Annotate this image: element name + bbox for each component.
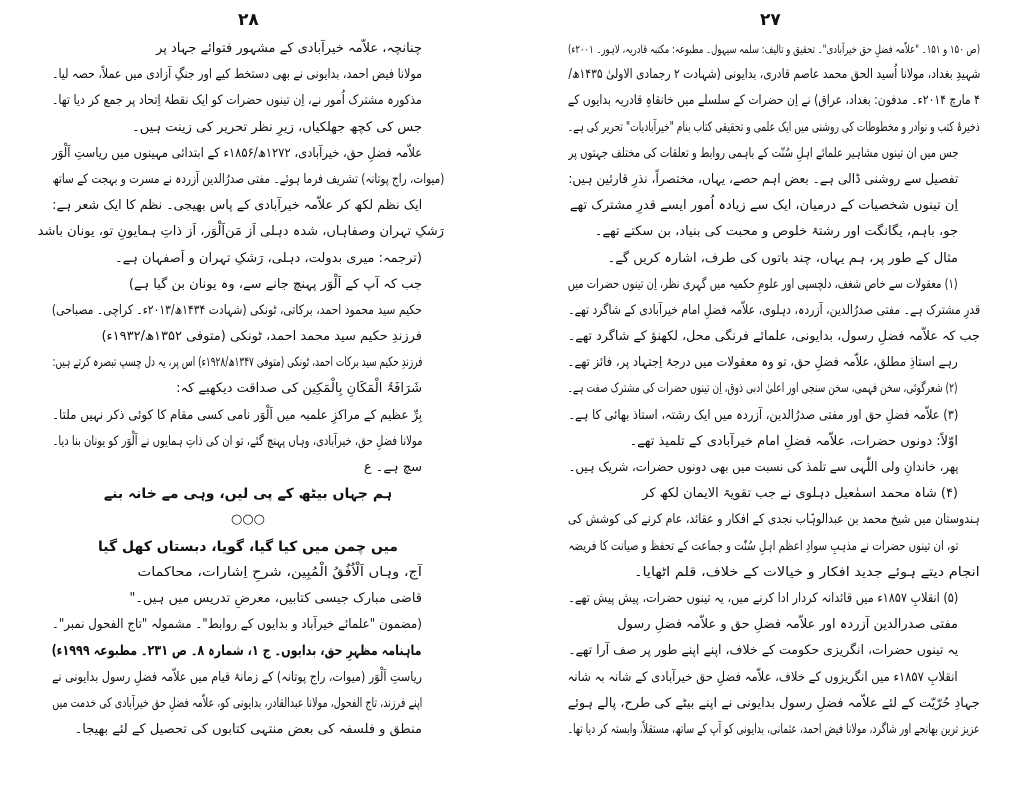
text-line <box>52 534 444 560</box>
text-line <box>568 167 980 193</box>
line-text: اپنے فرزند، تاج الفحول، مولانا عبدالقادر، بدایونی کو، علاّمہ فضلِ حق خیرآبادی کی خدمت میں <box>52 695 422 711</box>
line-text: جہادِ حُرّیّت کے لئے علاّمہ فضلِ رسول بدایونی نے اپنے بیٹے کی طرح، پالے ہوئے <box>568 695 980 711</box>
line-text: (۵) انقلابِ ۱۸۵۷ء میں قائدانہ کردار ادا کرنے میں، یہ تینوں حضرات، پیش پیش تھے۔ <box>568 590 958 606</box>
text-line <box>52 455 444 481</box>
line-text: حکیم سید محمود احمد، برکاتی، ٹونکی (شہادت ۱۴۳۴ھ/۲۰۱۳ء۔ کراچی۔ مصباحی) <box>52 302 422 318</box>
text-line <box>568 455 980 481</box>
text-line <box>52 429 444 455</box>
text-line <box>52 481 444 507</box>
line-text: ۴ مارچ ۲۰۱۴ء۔ مدفون: بغداد، عراق) نے اِن حضرات کے سلسلے میں خانقاہِ قادریہ بدایوں کے <box>568 93 980 109</box>
line-text: ریاستِ اَلْوَر (میوات، راج پوتانہ) کے زمانۂ قیام میں علاّمہ فضلِ رسول بدایونی نے <box>52 669 422 685</box>
text-line <box>52 272 444 298</box>
text-line <box>568 507 980 533</box>
text-line <box>52 350 444 376</box>
line-text: (مضمون "علمائے خیرآباد و بدایوں کے روابط"۔ مشمولہ "تاج الفحول نمبر"۔ <box>52 617 422 633</box>
page-number-right: ۲۷ <box>760 10 781 30</box>
line-text: (۲) شعرگوئی، سخن فہمی، سخن سنجی اور اعلیٰ ادبی ذوق، اِن تینوں حضرات کی مشترک صفت ہے۔ <box>568 381 958 397</box>
text-line <box>568 298 980 324</box>
text-line <box>52 403 444 429</box>
line-text: رہے استاذِ مطلق، علاّمہ فضلِ حق، تو وہ معقولات میں درجۂ اِجتہاد پر، فائز تھے۔ <box>568 355 958 371</box>
text-line <box>568 376 980 402</box>
text-line <box>568 88 980 114</box>
page-number-left: ۲۸ <box>238 10 259 30</box>
text-line <box>568 665 980 691</box>
line-text: فرزندِ حکیم سید محمد احمد، ٹونکی (متوفی ۱۳۵۲ھ/۱۹۳۲ء) <box>101 329 422 345</box>
text-line <box>568 638 980 664</box>
line-text: ○○○ <box>230 512 266 528</box>
line-text: انقلابِ ۱۸۵۷ء میں انگریزوں کے خلاف، علاّمہ فضلِ حق خیرآبادی کے شانہ بہ شانہ <box>568 669 958 685</box>
line-text: جس میں ان تینوں مشاہیر علمائے اہلِ سُنّت کے باہمی روابط و تعلقات کی مختلف جہتوں پر <box>568 145 958 161</box>
text-line <box>568 717 980 743</box>
line-text: اوّلاً: دونوں حضرات، علاّمہ فضلِ امام خیرآبادی کے تلمیذ تھے۔ <box>629 433 958 449</box>
text-line <box>568 586 980 612</box>
line-text: جب کہ علاّمہ فضلِ رسول، بدایونی، علمائے فرنگی محل، لکھنؤ کے شاگرد تھے۔ <box>568 329 980 345</box>
line-text: سچ ہے۔ ع <box>363 460 422 475</box>
line-text: (۳) علاّمہ فضلِ حق اور مفتی صدرُالدین، آزردہ میں ایک رشتہ، استاذ بھائی کا ہے۔ <box>568 407 958 423</box>
text-line <box>568 272 980 298</box>
text-line <box>52 193 444 219</box>
text-line <box>52 507 444 533</box>
line-text: مفتی صدرالدین آزردہ اور علاّمہ فضلِ حق و علاّمہ فضلِ رسول <box>617 617 958 633</box>
text-line <box>568 691 980 717</box>
text-line <box>52 88 444 114</box>
line-text: (۴) شاہ محمد اسمٰعیل دہلوی نے جب تقویۃ الایمان لکھ کر <box>642 486 958 502</box>
text-line <box>52 691 444 717</box>
line-text: عزیز ترین بھانجے اور شاگرد، مولانا فیض احمد، عثمانی، بدایونی کو آپ کے ساتھ، مستقلاً، وابستہ کر دیا تھا۔ <box>568 721 980 737</box>
text-line <box>52 167 444 193</box>
text-line <box>568 141 980 167</box>
text-line <box>52 376 444 402</box>
line-text: جو، باہم، یگانگت اور رشتۂ خلوص و محبت کی بنیاد، بن سکتے تھے۔ <box>594 224 958 240</box>
text-line <box>52 115 444 141</box>
line-text: ہندوستان میں شیخ محمد بن عبدالوہّاب نجدی کے افکار و عقائد، عام کرنے کی کوشش کی <box>568 512 980 528</box>
text-line <box>52 717 444 743</box>
line-text: مولانا فضلِ حق، خیرآبادی، وہاں پہنچ گئے، تو ان کی ذاتِ ہمایوں نے اَلْوَر کو یونان بنا دیا۔ <box>52 433 422 449</box>
line-text: ایک نظم لکھ کر علاّمہ خیرآبادی کے پاس بھیجی۔ نظم کا ایک شعر ہے: <box>52 198 422 214</box>
text-line <box>568 534 980 560</box>
text-line <box>568 403 980 429</box>
text-line <box>52 638 444 664</box>
text-line <box>568 193 980 219</box>
line-text: آج، وہاں اَلْاُفُقُ الْمُبِین، شرحِ اِشارات، محاکمات <box>137 564 422 580</box>
line-text: (ترجمہ: میری بدولت، دہلی، رَشکِ تہران و اَصفہان ہے۔ <box>115 250 422 266</box>
text-line <box>568 612 980 638</box>
text-line <box>568 246 980 272</box>
text-line <box>52 246 444 272</box>
text-line <box>52 324 444 350</box>
line-text: ماہنامہ مظہرِ حق، بدایوں۔ ج ۱، شمارہ ۸۔ ص ۲۳۱۔ مطبوعہ ۱۹۹۹ء) <box>52 643 422 660</box>
line-text: مثال کے طور پر، ہم یہاں، چند باتوں کی طرف، اشارہ کریں گے۔ <box>607 250 958 266</box>
text-line <box>568 324 980 350</box>
text-line <box>568 350 980 376</box>
right-page <box>568 36 980 743</box>
line-text: (میوات، راج پوتانہ) تشریف فرما ہوئے۔ مفتی صدرُالدین آزردہ نے مسرت و بہجت کے ساتھ <box>52 171 444 187</box>
line-text: مولانا فیض احمد، بدایونی نے بھی دستخط کیے اور جنگِ آزادی میں عملاً، حصہ لیا۔ <box>52 67 422 83</box>
line-text: قدرِ مشترک ہے۔ مفتی صدرُالدین، آزردہ، دہلوی، علاّمہ فضلِ امام خیرآبادی کے شاگرد تھے۔ <box>568 302 980 318</box>
line-text: فرزندِ حکیم سید برکات احمد، ٹونکی (متوفی ۱۳۴۷ھ/۱۹۲۸ء) اس پر، یہ دل چسپ تبصرہ کرتے ہیں: <box>52 355 422 371</box>
text-line <box>52 560 444 586</box>
text-line <box>568 560 980 586</box>
text-line <box>568 481 980 507</box>
text-line <box>568 36 980 62</box>
verse-first-half: رَشکِ تہران وصفاہاں، شدہ دہلی اَز مَن <box>225 224 444 240</box>
line-text: شہیدِ بغداد، مولانا اُسید الحق محمد عاصم قادری، بدایونی (شہادت ۲ رجمادی الاولیٰ ۱۴۳۵ھ/ <box>568 67 980 83</box>
line-text: تو، ان تینوں حضرات نے مذہبِ سوادِ اعظم اہلِ سُنّت و جماعت کے تحفظ و صیانت کا فریضہ <box>568 538 958 554</box>
text-line <box>52 612 444 638</box>
text-line <box>568 62 980 88</box>
line-text: (ص ۱۵۰ و ۱۵۱۔ "علاّمہ فضلِ حق خیرآبادی"۔ تحقیق و تالیف: سلمہ سیہول۔ مطبوعہ: مکتبہ قادریہ، لاہور۔ ۲۰۰۱ء) <box>568 42 980 56</box>
line-text: میں چمن میں کیا گیا، گویا، دبستاں کھل گیا <box>98 538 398 555</box>
text-line <box>52 36 444 62</box>
line-text: جس کی کچھ جھلکیاں، زیرِ نظر تحریر کی زینت ہیں۔ <box>132 119 422 135</box>
text-line <box>568 115 980 141</box>
line-text: ہم جہاں بیٹھ کے پی لیں، وہی مے خانہ بنے <box>103 486 393 503</box>
verse-line <box>37 219 444 245</box>
left-page <box>37 36 444 743</box>
line-text: شَرَافَۃُ الْمَکَانِ بِالْمَکِین کی صداقت دیکھیے کہ: <box>176 381 422 397</box>
line-text: انجام دیتے ہوئے جدید افکار و خیالات کے خلاف، قلم اٹھایا۔ <box>634 564 980 580</box>
line-text: اِن تینوں شخصیات کے درمیان، ایک سے زیادہ اُمور ایسے قدرِ مشترک تھے <box>569 198 958 214</box>
line-text: قاضی مبارک جیسی کتابیں، معرضِ تدریس میں ہیں۔" <box>129 590 422 606</box>
text-line <box>568 429 980 455</box>
line-text: چنانچہ، علاّمہ خیرآبادی کے مشہور فتوائے جہاد پر <box>156 41 422 56</box>
line-text: تفصیل سے روشنی ڈالی ہے۔ بعض اہم حصے، یہاں، مختصراً، نذرِ قارئین ہیں: <box>568 171 958 187</box>
text-line <box>52 62 444 88</box>
verse-second-half: اَلْوَر، اَز ذاتِ ہمایونِ تو، یونان باشد <box>37 224 226 240</box>
line-text: یہ تینوں حضرات، انگریزی حکومت کے خلاف، اپنے اپنے طور پر صف آرا تھے۔ <box>568 643 958 659</box>
line-text: پھر، خاندانِ ولی اللّٰہی سے تلمذ کی نسبت میں بھی دونوں حضرات، شریک ہیں۔ <box>568 460 958 475</box>
line-text: منطق و فلسفہ کی بعض منتہی کتابوں کی تحصیل کے لئے بھیجا۔ <box>74 721 422 737</box>
line-text: علاّمہ فضلِ حق، خیرآبادی، ۱۲۷۲ھ/۱۸۵۶ء کے ابتدائی مہینوں میں ریاستِ اَلْوَر <box>52 145 422 161</box>
text-line <box>52 141 444 167</box>
text-line <box>52 586 444 612</box>
text-line <box>568 219 980 245</box>
line-text: مذکورہ مشترک اُمور نے، اِن تینوں حضرات کو ایک نقطۂ اِتحاد پر جمع کر دیا تھا۔ <box>52 93 422 109</box>
line-text: ذخیرۂ کتب و نوادر و مخطوطات کی روشنی میں ایک علمی و تحقیقی کتاب بنام "خیرآبادیات" تحریر کی ہے۔ <box>568 119 980 135</box>
text-line <box>52 298 444 324</box>
line-text: جب کہ آپ کے اَلْوَر پہنچ جانے سے، وہ یونان بن گیا ہے) <box>128 276 422 292</box>
line-text: بِرِّ عظیم کے مراکزِ علمیہ میں اَلْوَر نامی کسی مقام کا کوئی ذکر نہیں ملتا۔ <box>52 407 422 423</box>
line-text: (۱) معقولات سے خاص شغف، دلچسپی اور علومِ حکمیہ میں گہری نظر، اِن تینوں حضرات میں <box>568 276 958 292</box>
text-line <box>52 665 444 691</box>
